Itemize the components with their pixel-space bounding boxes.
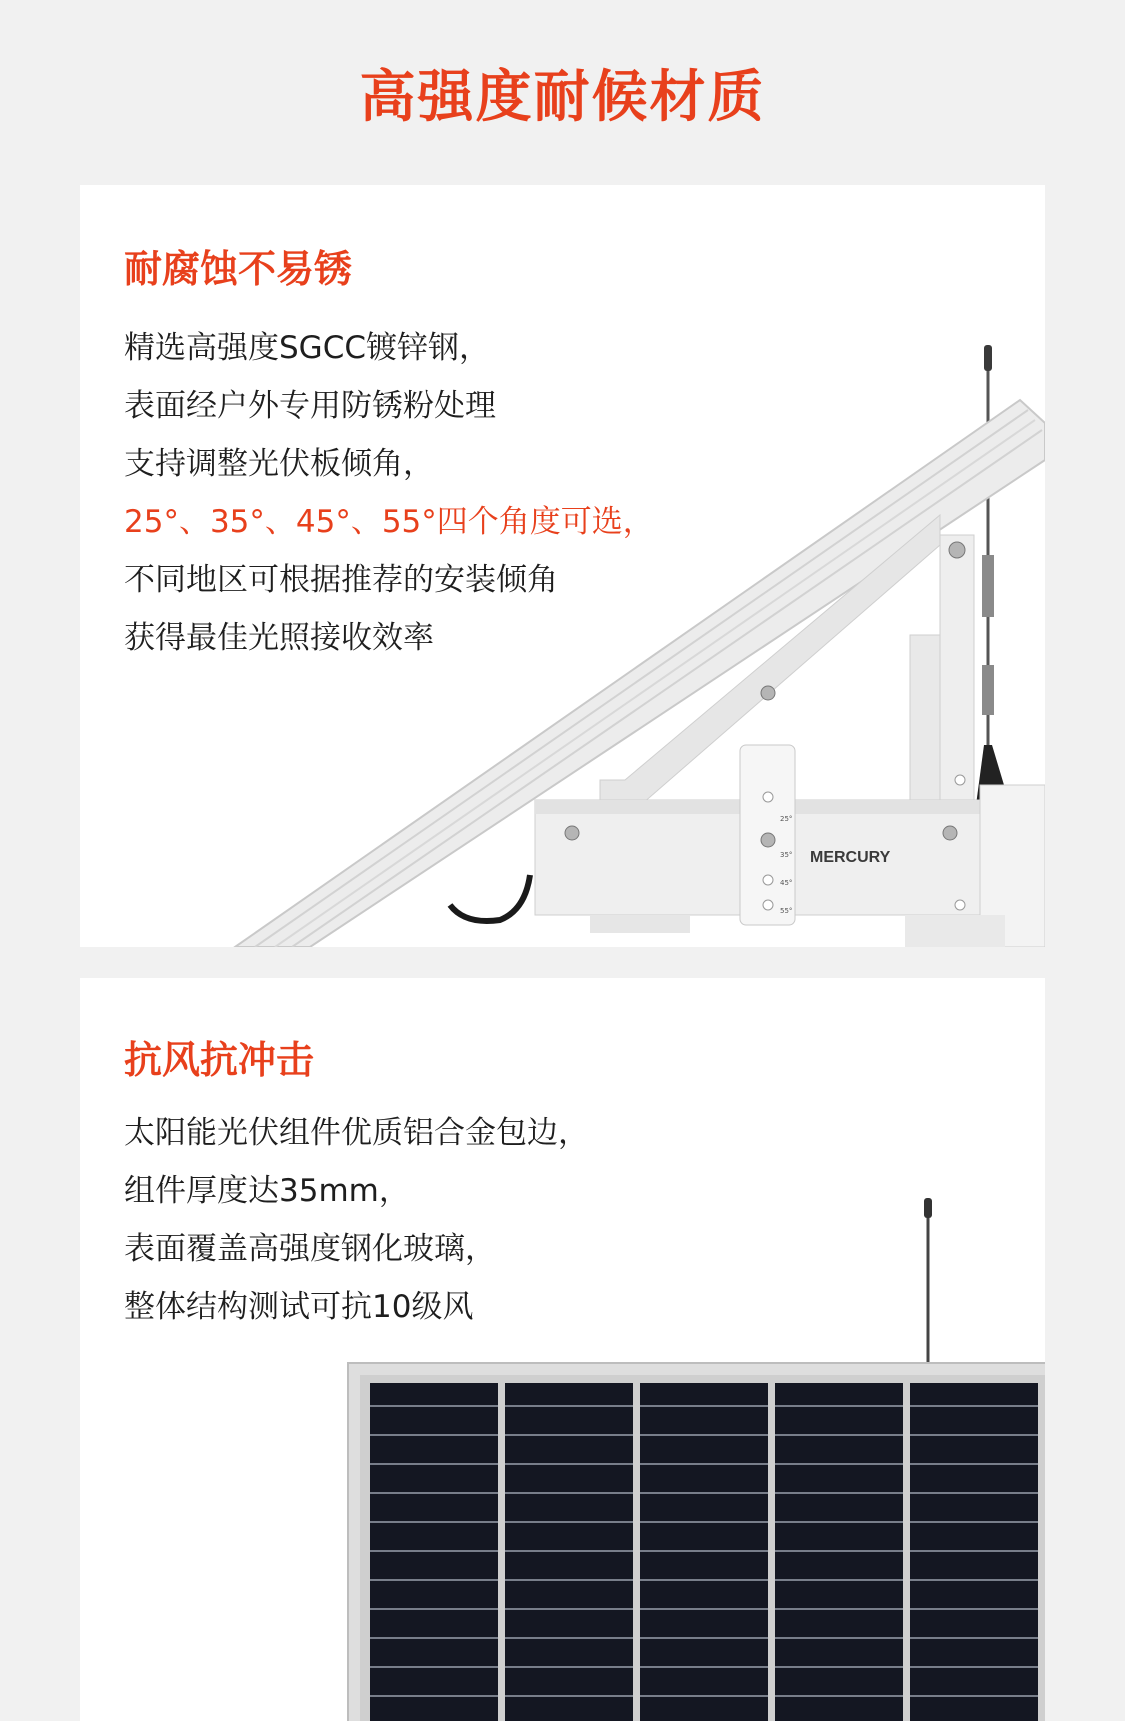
panel-cells <box>370 1383 1038 1721</box>
angle-mark: 25° <box>780 815 793 823</box>
page-title: 高强度耐候材质 <box>359 65 766 130</box>
body-line-highlight: 25°、35°、45°、55°四个角度可选， <box>124 504 654 540</box>
body-line: 获得最佳光照接收效率 <box>124 620 434 656</box>
section-heading: 抗风抗冲击 <box>124 1038 315 1082</box>
corrosion-card <box>80 185 1045 947</box>
angle-mark: 35° <box>780 851 793 859</box>
wind-resistance-card <box>80 978 1045 1721</box>
body-line: 支持调整光伏板倾角， <box>124 446 434 482</box>
cell-column <box>910 1383 1038 1721</box>
angle-mark: 45° <box>780 879 793 887</box>
solar-panel-illustration <box>80 978 1045 1721</box>
body-line: 组件厚度达35mm， <box>124 1173 410 1209</box>
cell-column <box>640 1383 768 1721</box>
section-body <box>124 1104 589 1336</box>
body-line: 精选高强度SGCC镀锌钢， <box>124 330 490 366</box>
section-body <box>124 319 654 667</box>
cell-column <box>775 1383 903 1721</box>
section-heading: 耐腐蚀不易锈 <box>124 247 353 291</box>
body-line: 表面经户外专用防锈粉处理 <box>124 388 496 424</box>
body-line: 整体结构测试可抗10级风 <box>124 1289 474 1325</box>
angle-mark: 55° <box>780 907 793 915</box>
body-line: 表面覆盖高强度钢化玻璃， <box>124 1231 496 1267</box>
body-line: 不同地区可根据推荐的安装倾角 <box>124 562 558 598</box>
cell-column <box>505 1383 633 1721</box>
brand-logo: MERCURY <box>810 849 891 866</box>
body-line: 太阳能光伏组件优质铝合金包边， <box>124 1115 589 1151</box>
cell-column <box>370 1383 498 1721</box>
